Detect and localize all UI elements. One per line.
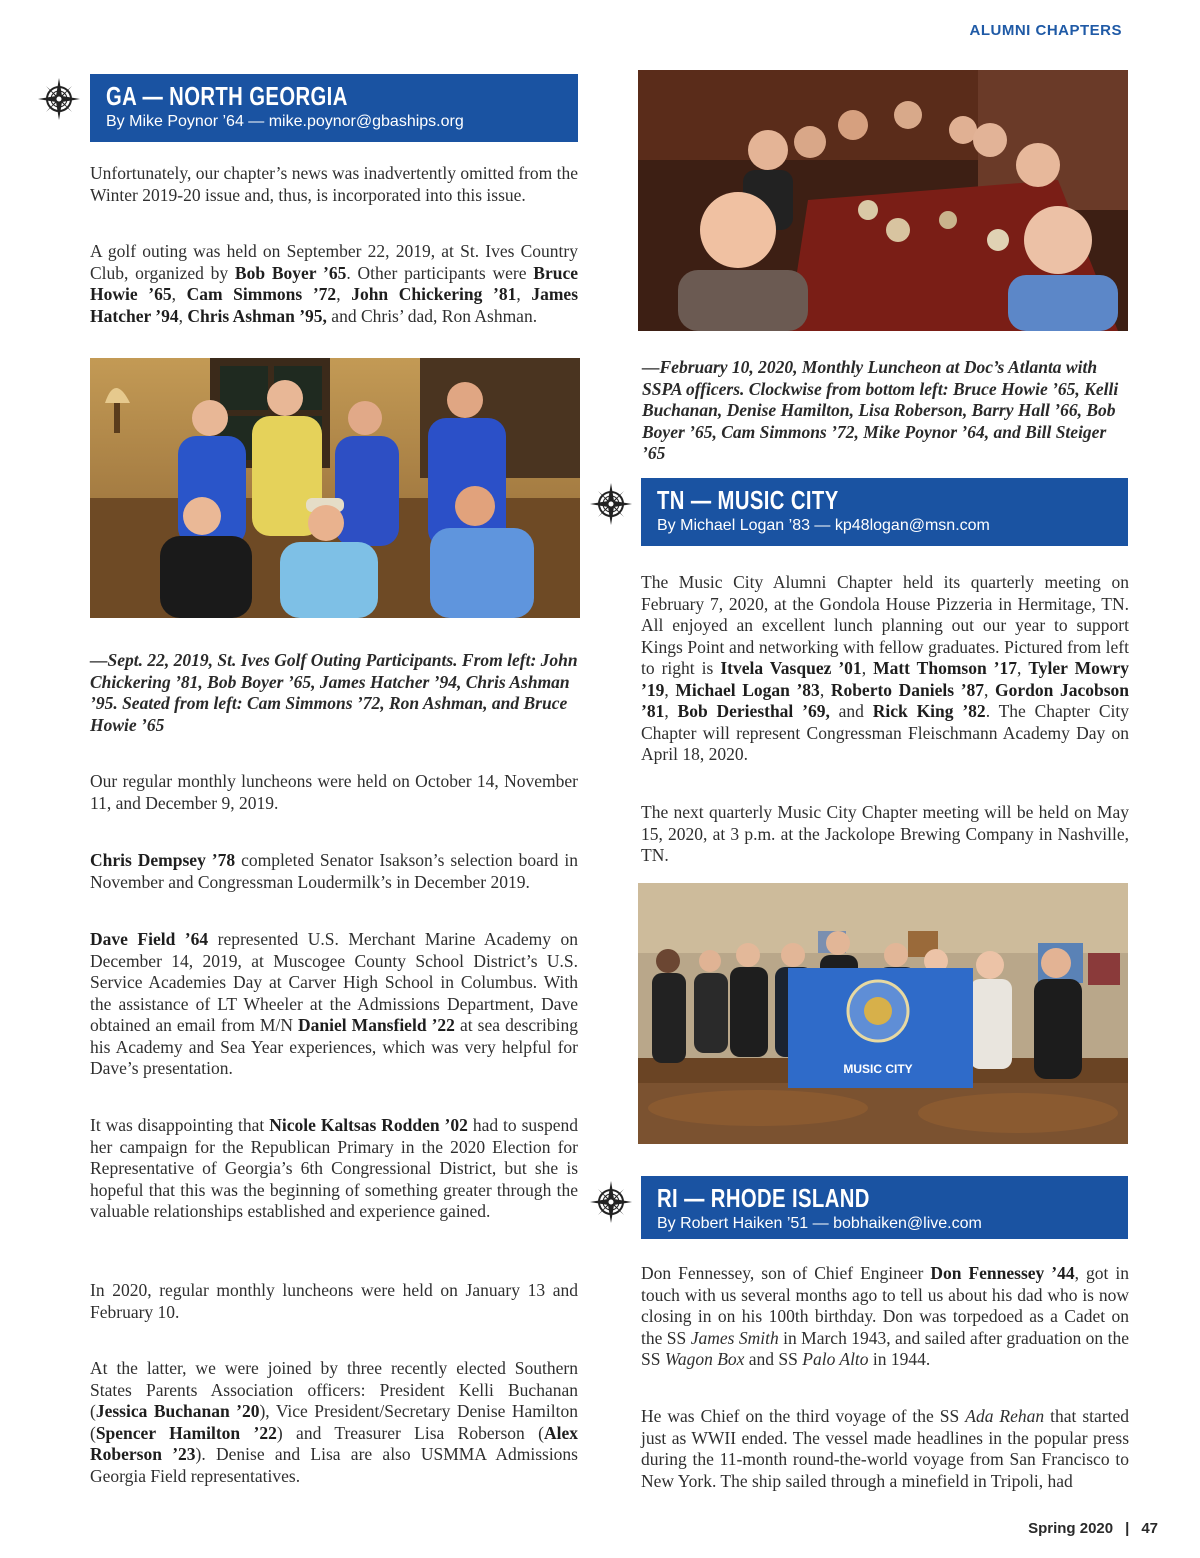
- ri-banner: [641, 1176, 1128, 1239]
- tn-paragraph-2: The next quarterly Music City Chapter meeting will be held on May 15, 2020, at 3 p.m. at the Jackolope Brewing Company in Nashville, TN.: [641, 802, 1129, 865]
- ga-paragraph-5: Dave Field ’64 represented U.S. Merchant Marine Academy on December 14, 2019, at Muscogee County School District’s U.S. Service Academies Day at Carver High School in Columbus. With the assistance of LT Wheeler at the Admissions Department, Dave obtained an email from M/N Daniel Mansfield ’22 at sea describing his Academy and Sea Year experiences, which was very helpful for Dave’s presentation.: [90, 929, 578, 1078]
- flag-label: MUSIC CITY: [843, 1062, 913, 1076]
- ri-title: RI — RHODE ISLAND: [657, 1183, 870, 1213]
- ga-paragraph-3: Our regular monthly luncheons were held on October 14, November 11, and December 9, 2019.: [90, 771, 578, 813]
- ri-paragraph-1: Don Fennessey, son of Chief Engineer Don Fennessey ’44, got in touch with us several months ago to tell us about his dad who is now closing in on his 100th birthday. Don was torpedoed as a Cadet on the SS James Smith in March 1943, and sailed after graduation on the SS Wagon Box and SS Palo Alto in 1944.: [641, 1263, 1130, 1369]
- running-head: ALUMNI CHAPTERS: [969, 22, 1122, 39]
- luncheon-photo: [638, 70, 1128, 331]
- ga-paragraph-7: In 2020, regular monthly luncheons were held on January 13 and February 10.: [90, 1280, 578, 1322]
- tn-paragraph-1: The Music City Alumni Chapter held its quarterly meeting on February 7, 2020, at the Gondola House Pizzeria in Hermitage, TN. All enjoyed an excellent lunch planning out our year to support Kings Point and networking with fellow graduates. Pictured from left to right is Itvela Vasquez ’01, Matt Thomson ’17, Tyler Mowry ’19, Michael Logan ’83, Roberto Daniels ’87, Gordon Jacobson ’81, Bob Deriesthal ’69, and Rick King ’82. The Chapter City Chapter will represent Congressman Fleischmann Academy Day on April 18, 2020.: [641, 572, 1130, 764]
- compass-rose-icon: [589, 482, 633, 526]
- compass-rose-icon: [37, 77, 81, 121]
- ga-paragraph-4: Chris Dempsey ’78 completed Senator Isakson’s selection board in November and Congressman Loudermilk’s in December 2019.: [90, 850, 579, 892]
- ri-byline: By Robert Haiken ’51 — bobhaiken@live.com: [657, 1215, 982, 1232]
- footer-separator: |: [1125, 1520, 1130, 1537]
- ga-paragraph-1: Unfortunately, our chapter’s news was inadvertently omitted from the Winter 2019-20 issue and, thus, is incorporated into this issue.: [90, 163, 578, 205]
- tn-banner: [641, 478, 1128, 546]
- ga-banner: [90, 74, 578, 142]
- music-city-photo: [638, 883, 1128, 1144]
- tn-byline: By Michael Logan ’83 — kp48logan@msn.com: [657, 517, 990, 534]
- golf-outing-photo: [90, 358, 580, 618]
- ga-paragraph-2: A golf outing was held on September 22, 2019, at St. Ives Country Club, organized by Bob Boyer ’65. Other participants were Bruce Howie ’65, Cam Simmons ’72, John Chickering ’81, James Hatcher ’94, Chris Ashman ’95, and Chris’ dad, Ron Ashman.: [90, 241, 578, 326]
- ga-paragraph-8: At the latter, we were joined by three recently elected Southern States Parents Association officers: President Kelli Buchanan (Jessica Buchanan ’20), Vice President/Secretary Denise Hamilton (Spencer Hamilton ’22) and Treasurer Lisa Roberson (Alex Roberson ’23). Denise and Lisa are also USMMA Admissions Georgia Field representatives.: [90, 1358, 578, 1486]
- ga-title: GA — NORTH GEORGIA: [106, 81, 348, 111]
- ga-golf-photo-caption: —Sept. 22, 2019, St. Ives Golf Outing Participants. From left: John Chickering ’81, Bob Boyer ’65, James Hatcher ’94, Chris Ashman ’95. Seated from left: Cam Simmons ’72, Ron Ashman, and Bruce Howie ’65: [90, 650, 578, 735]
- ga-paragraph-6: It was disappointing that Nicole Kaltsas Rodden ’02 had to suspend her campaign for the Republican Primary in the 2020 Election for Representative of Georgia’s 6th Congressional District, but she is hopeful that this was the beginning of something greater through the valuable relationships established and experience gained.: [90, 1115, 578, 1221]
- page-footer: [1028, 1520, 1158, 1537]
- ga-byline: By Mike Poynor ’64 — mike.poynor@gbaships.org: [106, 113, 464, 130]
- tn-title: TN — MUSIC CITY: [657, 485, 839, 515]
- issue-label: Spring 2020: [1028, 1520, 1114, 1537]
- ri-paragraph-2: He was Chief on the third voyage of the SS Ada Rehan that started just as WWII ended. The vessel made headlines in the popular press during the 11-month round-the-world voyage from San Francisco to New York. The ship sailed through a minefield in Tripoli, had: [641, 1406, 1130, 1491]
- ga-luncheon-photo-caption: —February 10, 2020, Monthly Luncheon at Doc’s Atlanta with SSPA officers. Clockwise from bottom left: Bruce Howie ’65, Kelli Buchanan, Denise Hamilton, Lisa Roberson, Barry Hall ’66, Bob Boyer ’65, Cam Simmons ’72, Mike Poynor ’64, and Bill Steiger ’65: [642, 357, 1119, 463]
- compass-rose-icon: [589, 1180, 633, 1224]
- page-number: 47: [1141, 1520, 1158, 1537]
